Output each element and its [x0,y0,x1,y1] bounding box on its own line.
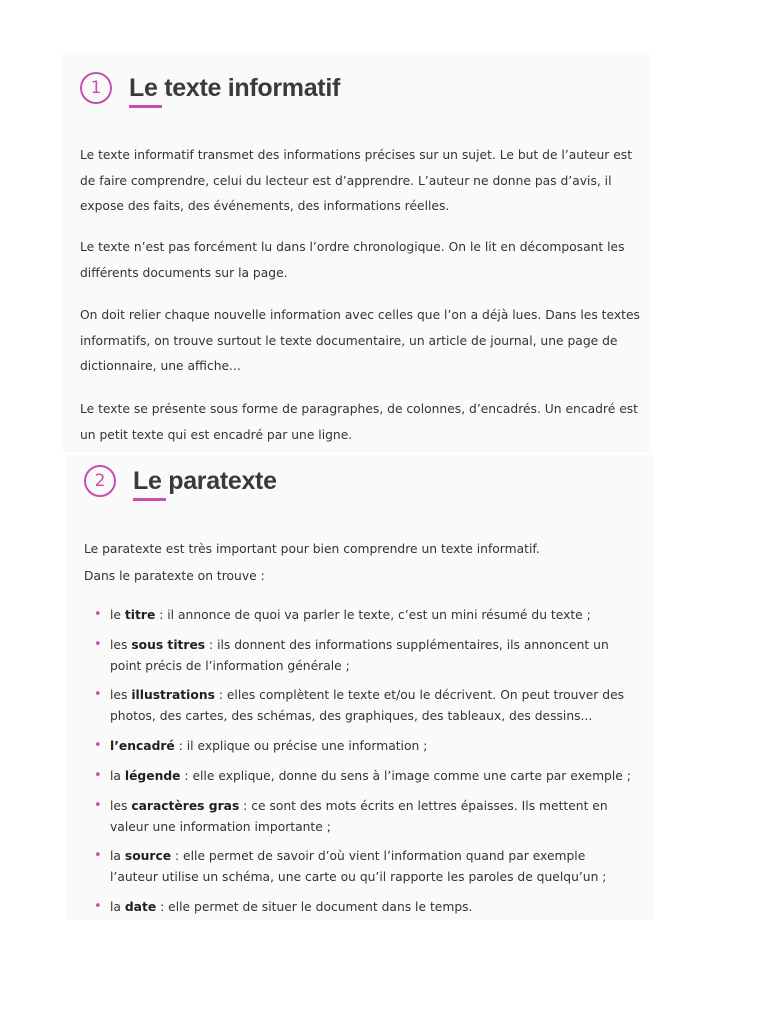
item-term: caractères gras [131,799,240,813]
item-prefix: les [110,638,132,652]
item-description: : ce sont des mots écrits en lettres épaisses. Ils mettent en valeur une information importante ; [110,799,608,834]
section-2-intro-line-1: Le paratexte est très important pour bien comprendre un texte informatif. [84,542,540,556]
section-2-intro-line-2: Dans le paratexte on trouve : [84,569,265,583]
section-1-number: 1 [90,78,102,98]
list-item [94,635,634,676]
list-item [94,685,634,726]
number-2-circle-icon [84,465,116,497]
list-item [94,736,634,757]
item-description: : elle explique, donne du sens à l’image comme une carte par exemple ; [180,769,631,783]
item-prefix: les [110,799,132,813]
item-term: titre [124,608,156,622]
list-item [94,897,634,918]
item-term: date [124,900,157,914]
section-1-paragraph-2: Le texte n’est pas forcément lu dans l’ordre chronologique. On le lit en décomposant les différents documents sur la page. [80,240,625,280]
section-1-paragraph-4: Le texte se présente sous forme de paragraphes, de colonnes, d’encadrés. Un encadré est un petit texte qui est encadré par une ligne. [80,402,638,442]
item-prefix: la [110,849,125,863]
bullet-dot-icon: • [94,848,102,863]
item-term: légende [124,769,181,783]
bullet-dot-icon: • [94,607,102,622]
item-description: : elle permet de savoir d’où vient l’information quand par exemple l’auteur utilise un schéma, une carte ou qu’il rapporte les paroles de quelqu’un ; [110,849,607,884]
item-term: sous titres [131,638,206,652]
list-item [94,796,634,837]
item-prefix: la [110,900,125,914]
list-item [94,766,634,787]
bullet-dot-icon: • [94,899,102,914]
bullet-dot-icon: • [94,798,102,813]
item-description: : ils donnent des informations supplémentaires, ils annoncent un point précis de l’information générale ; [110,638,609,673]
bullet-dot-icon: • [94,687,102,702]
section-1-heading [80,72,340,104]
section-1-paragraph-3: On doit relier chaque nouvelle information avec celles que l’on a déjà lues. Dans les textes informatifs, on trouve surtout le texte documentaire, un article de journal, une page de dictionnaire, une affiche... [80,308,640,373]
section-2-heading [84,465,277,497]
section-1-paragraph-1: Le texte informatif transmet des informations précises sur un sujet. Le but de l’auteur est de faire comprendre, celui du lecteur est d’apprendre. L’auteur ne donne pas d’avis, il expose des faits, des événements, des informations réelles. [80,148,633,213]
item-description: : elle permet de situer le document dans le temps. [156,900,473,914]
item-prefix: le [110,608,125,622]
bullet-dot-icon: • [94,738,102,753]
section-2-number: 2 [94,471,106,491]
item-term: l’encadré [110,739,175,753]
section-1-title: Le texte informatif [129,73,340,102]
section-2-title-underline [133,498,166,501]
section-1-title-underline [129,105,162,108]
item-description: : il explique ou précise une information ; [174,739,428,753]
item-term: source [124,849,172,863]
number-1-circle-icon [80,72,112,104]
bullet-dot-icon: • [94,637,102,652]
section-2-title: Le paratexte [133,466,277,495]
list-item [94,605,634,626]
item-prefix: la [110,769,125,783]
item-description: : il annonce de quoi va parler le texte, c’est un mini résumé du texte ; [155,608,591,622]
item-description: : elles complètent le texte et/ou le décrivent. On peut trouver des photos, des cartes, des schémas, des graphiques, des tableaux, des dessins... [110,688,625,723]
item-prefix: les [110,688,132,702]
bullet-dot-icon: • [94,768,102,783]
item-term: illustrations [131,688,215,702]
list-item [94,846,634,887]
